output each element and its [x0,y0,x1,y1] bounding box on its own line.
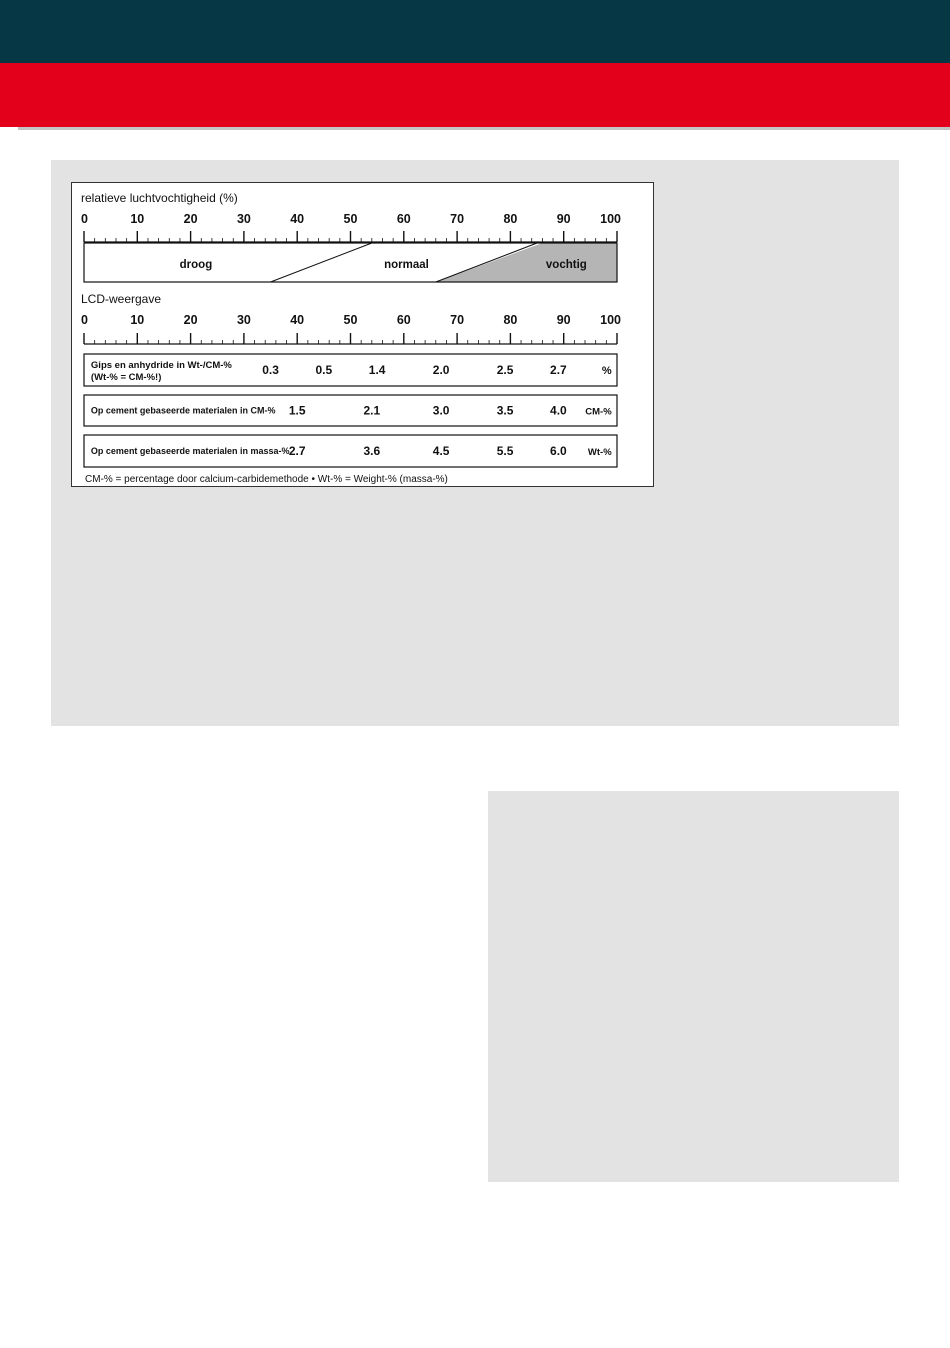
material-row-value: 3.0 [432,403,450,418]
material-row-unit: Wt-% [587,447,612,458]
material-row-value: 1.5 [288,403,306,418]
material-row-value: 2.7 [550,363,567,377]
material-row-label: Op cement gebaseerde materialen in massa-% [90,446,290,456]
lcd-scale-tick-label: 90 [556,313,571,327]
header-shadow [18,127,950,130]
rh-scale-tick-label: 20 [183,212,198,226]
lcd-scale-tick-label: 100 [600,313,621,327]
rh-scale-tick-label: 40 [290,212,305,226]
rh-scale-tick-label: 70 [450,212,465,226]
material-row-value: 2.5 [496,363,514,377]
material-row-value: 3.5 [496,403,514,418]
material-row-value: 4.0 [550,403,567,418]
lcd-scale-tick-label: 50 [343,313,358,327]
zone-label-dry: droog [179,259,213,271]
material-row-value: 4.5 [432,444,450,458]
rh-scale-tick-label: 100 [600,212,621,226]
lcd-scale-tick-label: 20 [183,313,198,327]
rh-scale-tick-label: 80 [503,212,518,226]
material-row-value: 3.6 [363,444,381,458]
material-row-unit: % [601,365,612,377]
lcd-scale-tick-label: 80 [503,313,518,327]
zone-wet-fill [436,243,617,282]
material-row-value: 5.5 [496,444,514,458]
footnote: CM-% = percentage door calcium-carbidemethode • Wt-% = Weight-% (massa-%) [85,474,448,485]
zone-label-normal: normaal [384,259,429,271]
moisture-scale-figure [71,182,654,487]
lcd-scale-tick-label: 70 [450,313,465,327]
material-row-value: 2.7 [288,444,306,458]
zone-label-wet: vochtig [545,259,587,271]
rh-scale-tick-label: 10 [130,212,145,226]
content-panel-right [488,791,899,1182]
material-row-label: Gips en anhydride in Wt-/CM-% [90,360,232,371]
rh-scale-tick-label: 30 [236,212,251,226]
material-row-value: 0.5 [315,363,333,377]
lcd-scale-tick-label: 40 [290,313,305,327]
moisture-scale-svg [72,183,654,487]
material-row-value: 6.0 [550,444,567,458]
zone-boundary-dry-normal [271,243,372,282]
material-row-unit: CM-% [585,406,612,418]
rh-scale-tick-label: 90 [556,212,571,226]
lcd-scale-tick-label: 0 [81,313,88,327]
material-row-value: 2.0 [432,363,450,377]
material-row-value: 2.1 [363,403,381,418]
lcd-scale [81,313,621,344]
lcd-scale-tick-label: 60 [396,313,411,327]
header-band-red [0,63,950,127]
material-rows [84,354,617,467]
material-row-label: Op cement gebaseerde materialen in CM-% [90,405,276,416]
humidity-zones [84,243,617,282]
lcd-scale-tick-label: 10 [130,313,145,327]
rh-scale-label: relatieve luchtvochtigheid (%) [81,191,238,205]
material-row-label: (Wt-% = CM-%!) [90,372,162,383]
rh-scale-tick-label: 60 [396,212,411,226]
rh-scale-tick-label: 50 [343,212,358,226]
lcd-scale-tick-label: 30 [236,313,251,327]
lcd-scale-label: LCD-weergave [81,292,162,306]
rh-scale-tick-label: 0 [81,212,88,226]
header-band-dark [0,0,950,63]
rh-scale [81,212,621,242]
material-row-value: 1.4 [368,363,386,377]
material-row-value: 0.3 [262,363,279,377]
